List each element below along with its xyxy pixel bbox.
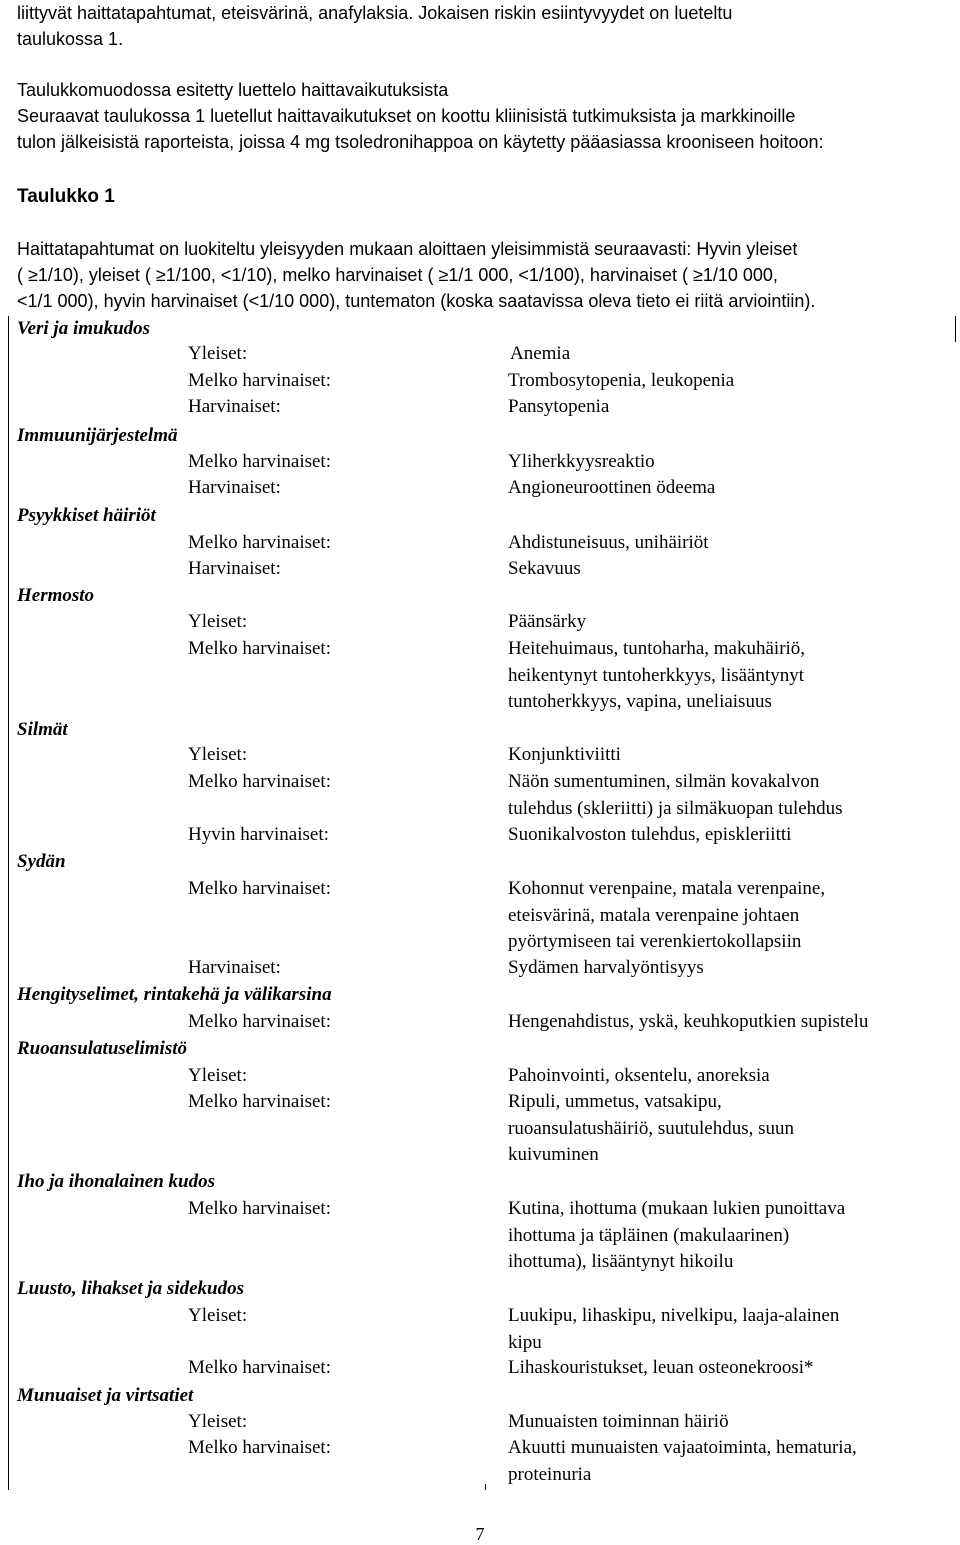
frequency-label: Yleiset: (188, 1305, 248, 1326)
adverse-effect-text: Pansytopenia (508, 396, 610, 417)
category-heading: Ruoansulatuselimistö (17, 1038, 188, 1059)
adverse-effect-text: Luukipu, lihaskipu, nivelkipu, laaja-alainen (508, 1305, 840, 1326)
adverse-effect-text: proteinuria (508, 1463, 592, 1485)
section-paragraph-line: Seuraavat taulukossa 1 luetellut haittavaikutukset on koottu kliinisistä tutkimuksista ja markkinoille (17, 106, 796, 126)
frequency-label: Hyvin harvinaiset: (188, 824, 329, 845)
adverse-effect-text: eteisvärinä, matala verenpaine johtaen (508, 904, 800, 926)
adverse-effect-text: ihottuma ja täpläinen (makulaarinen) (508, 1224, 790, 1246)
table-left-border (8, 316, 9, 1490)
adverse-effect-text: Yliherkkyysreaktio (508, 451, 655, 472)
frequency-label: Melko harvinaiset: (188, 771, 331, 792)
section-title: Taulukkomuodossa esitetty luettelo haittavaikutuksista (17, 80, 449, 100)
adverse-effect-text: heikentynyt tuntoherkkyys, lisääntynyt (508, 664, 805, 686)
adverse-effect-text: kuivuminen (508, 1144, 599, 1165)
frequency-label: Melko harvinaiset: (188, 878, 331, 899)
frequency-label: Melko harvinaiset: (188, 1011, 331, 1032)
frequency-label: Melko harvinaiset: (188, 1357, 331, 1378)
adverse-effect-text: Angioneuroottinen ödeema (508, 477, 716, 498)
frequency-label: Harvinaiset: (188, 957, 281, 978)
frequency-label: Melko harvinaiset: (188, 370, 331, 391)
adverse-effect-text: Sydämen harvalyöntisyys (508, 957, 704, 978)
section-paragraph-line: tulon jälkeisistä raporteista, joissa 4 mg tsoledronihappoa on käytetty pääasiassa krooniseen hoitoon: (17, 132, 824, 152)
frequency-note-line: ( ≥1/10), yleiset ( ≥1/100, <1/10), melko harvinaiset ( ≥1/1 000, <1/100), harvinaiset ( ≥1/10 000, (17, 265, 778, 285)
adverse-effect-text: pyörtymiseen tai verenkiertokollapsiin (508, 931, 802, 952)
adverse-effect-text: ruoansulatushäiriö, suutulehdus, suun (508, 1117, 795, 1139)
category-heading: Veri ja imukudos (17, 318, 151, 339)
adverse-effect-text: Näön sumentuminen, silmän kovakalvon (508, 771, 820, 792)
adverse-effect-text: Hengenahdistus, yskä, keuhkoputkien supistelu (508, 1011, 869, 1032)
frequency-note-line: Haittatapahtumat on luokiteltu yleisyyden mukaan aloittaen yleisimmistä seuraavasti: Hyvin yleiset (17, 239, 798, 259)
frequency-label: Harvinaiset: (188, 477, 281, 498)
frequency-label: Yleiset: (188, 343, 248, 364)
adverse-effect-text: Akuutti munuaisten vajaatoiminta, hematuria, (508, 1437, 857, 1458)
adverse-effect-text: Sekavuus (508, 558, 581, 579)
adverse-effect-text: Pahoinvointi, oksentelu, anoreksia (508, 1065, 770, 1086)
adverse-effect-text: Lihaskouristukset, leuan osteonekroosi* (508, 1357, 814, 1378)
frequency-label: Melko harvinaiset: (188, 1091, 331, 1112)
intro-line: taulukossa 1. (17, 29, 124, 49)
adverse-effect-text: Ripuli, ummetus, vatsakipu, (508, 1091, 722, 1112)
category-heading: Iho ja ihonalainen kudos (17, 1171, 215, 1192)
adverse-effect-text: tulehdus (skleriitti) ja silmäkuopan tulehdus (508, 797, 843, 819)
adverse-effect-text: Anemia (510, 343, 571, 364)
category-heading: Immuunijärjestelmä (17, 425, 178, 446)
table-right-border (955, 316, 956, 342)
adverse-effect-text: Ahdistuneisuus, unihäiriöt (508, 532, 709, 553)
frequency-note-line: <1/1 000), hyvin harvinaiset (<1/10 000), tuntematon (koska saatavissa oleva tieto ei riitä arviointiin). (17, 291, 816, 311)
frequency-label: Yleiset: (188, 1065, 248, 1086)
frequency-label: Melko harvinaiset: (188, 451, 331, 472)
table-heading: Taulukko 1 (17, 186, 115, 207)
frequency-label: Harvinaiset: (188, 558, 281, 579)
adverse-effect-text: Kohonnut verenpaine, matala verenpaine, (508, 878, 826, 899)
table-column-divider (485, 1484, 486, 1490)
adverse-effect-text: tuntoherkkyys, vapina, uneliaisuus (508, 691, 772, 712)
category-heading: Luusto, lihakset ja sidekudos (17, 1278, 244, 1299)
page-number: 7 (475, 1524, 485, 1544)
frequency-label: Melko harvinaiset: (188, 638, 331, 659)
adverse-effect-text: Heitehuimaus, tuntoharha, makuhäiriö, (508, 638, 806, 659)
frequency-label: Harvinaiset: (188, 396, 281, 417)
category-heading: Hermosto (17, 585, 95, 606)
category-heading: Psyykkiset häiriöt (17, 505, 156, 526)
adverse-effect-text: Konjunktiviitti (508, 744, 621, 765)
frequency-label: Melko harvinaiset: (188, 1437, 331, 1458)
frequency-label: Melko harvinaiset: (188, 532, 331, 553)
category-heading: Sydän (17, 851, 66, 872)
adverse-effect-text: Munuaisten toiminnan häiriö (508, 1411, 729, 1432)
adverse-effect-text: kipu (508, 1331, 542, 1353)
category-heading: Hengityselimet, rintakehä ja välikarsina (17, 984, 332, 1005)
category-heading: Silmät (17, 719, 68, 740)
adverse-effect-text: Päänsärky (508, 611, 587, 632)
category-heading: Munuaiset ja virtsatiet (17, 1385, 194, 1406)
adverse-effect-text: Suonikalvoston tulehdus, episkleriitti (508, 824, 792, 845)
frequency-label: Yleiset: (188, 744, 248, 765)
adverse-effect-text: Kutina, ihottuma (mukaan lukien punoittava (508, 1198, 846, 1219)
adverse-effect-text: Trombosytopenia, leukopenia (508, 370, 735, 391)
frequency-label: Melko harvinaiset: (188, 1198, 331, 1219)
adverse-effect-text: ihottuma), lisääntynyt hikoilu (508, 1251, 734, 1272)
frequency-label: Yleiset: (188, 1411, 248, 1432)
intro-line: liittyvät haittatapahtumat, eteisvärinä, anafylaksia. Jokaisen riskin esiintyvyydet on lueteltu (17, 3, 733, 23)
frequency-label: Yleiset: (188, 611, 248, 632)
